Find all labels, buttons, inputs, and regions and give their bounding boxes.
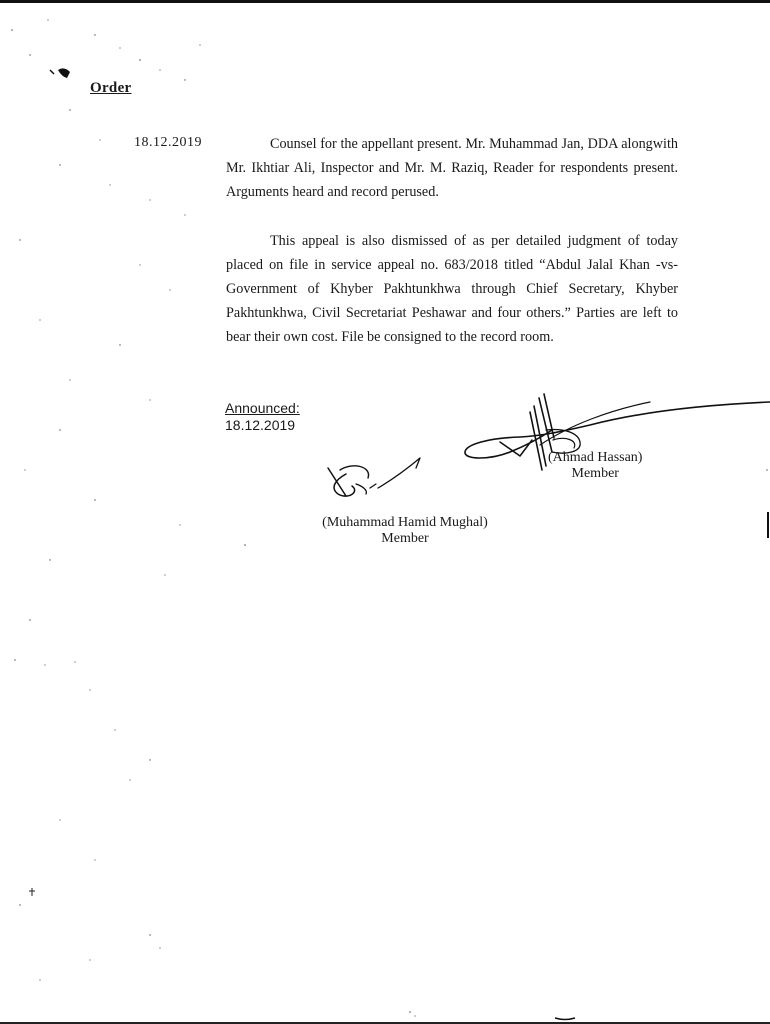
announced-label: Announced: bbox=[225, 400, 300, 416]
announced-date: 18.12.2019 bbox=[225, 417, 296, 433]
signatory-role: Member bbox=[381, 531, 429, 546]
order-paragraph-1-text: Counsel for the appellant present. Mr. Muhammad Jan, DDA alongwith Mr. Ikhtiar Ali, Inspector and Mr. M. Raziq, Reader for respondents present. Arguments heard and record perused. bbox=[226, 136, 678, 200]
signatory-block-hamid-mughal bbox=[300, 515, 510, 547]
signatory-name: (Ahmad Hassan) bbox=[548, 450, 643, 465]
order-paragraph-2-text: This appeal is also dismissed of as per detailed judgment of today placed on file in service appeal no. 683/2018 titled “Abdul Jalal Khan -vs- Government of Khyber Pakhtunkhwa through Chief Secretary, Khyber Pakhtunkhwa, Civil Secretariat Peshawar and four others.” Parties are left to bear their own cost. File be consigned to the record room. bbox=[226, 233, 678, 345]
entry-date: 18.12.2019 bbox=[134, 135, 202, 150]
signatory-role: Member bbox=[571, 466, 619, 481]
signature-hamid-mughal bbox=[328, 468, 355, 496]
signatory-name: (Muhammad Hamid Mughal) bbox=[322, 515, 488, 530]
signatory-block-ahmad-hassan bbox=[548, 450, 642, 482]
document-title: Order bbox=[90, 80, 132, 96]
